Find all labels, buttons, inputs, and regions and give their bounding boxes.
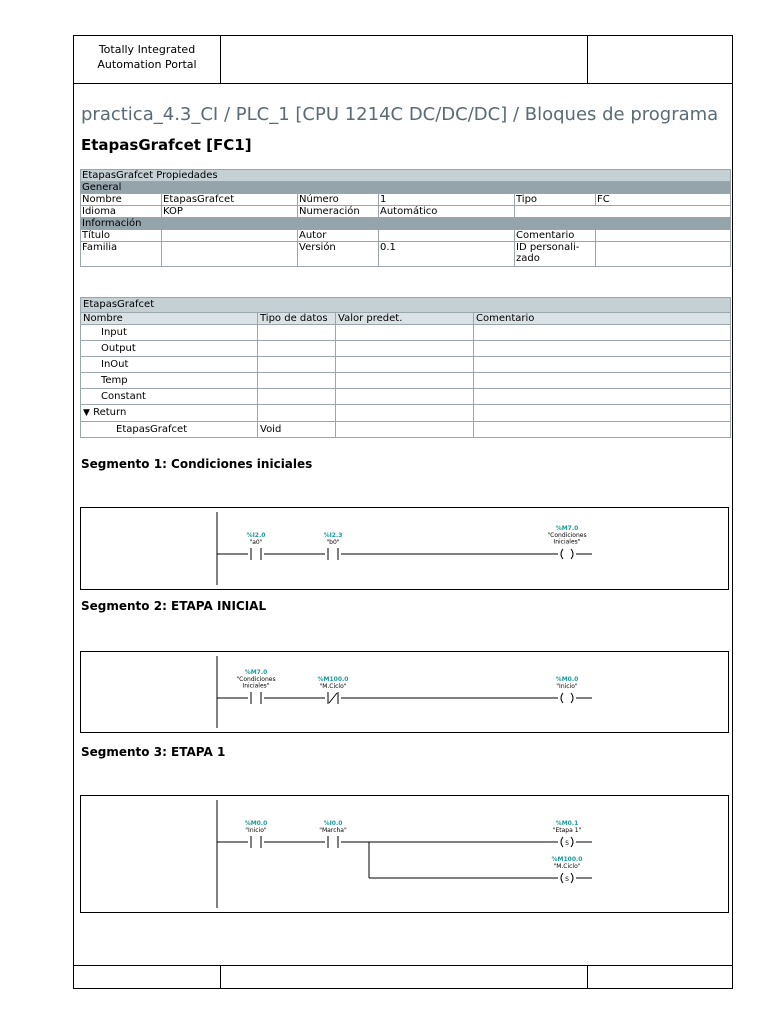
page-footer	[74, 965, 732, 988]
contact-gap	[248, 692, 264, 704]
portal-line-2: Automation Portal	[97, 58, 197, 71]
coil-1-address: %M0.1	[555, 820, 579, 827]
row-name: EtapasGrafcet	[81, 422, 258, 438]
contact-2-address: %I2.3	[323, 532, 343, 539]
general-row	[81, 194, 731, 206]
row-default	[336, 422, 474, 438]
cell: Título	[81, 230, 162, 242]
block-title: EtapasGrafcet [FC1]	[81, 136, 252, 154]
contact-gap	[248, 836, 264, 848]
cell	[162, 230, 298, 242]
row-name: InOut	[81, 357, 258, 373]
row-type: Void	[258, 422, 336, 438]
cell	[515, 206, 731, 218]
info-row	[81, 230, 731, 242]
properties-table	[80, 169, 731, 267]
cell: Número	[298, 194, 379, 206]
contact-gap	[248, 548, 264, 560]
row-comment	[474, 405, 731, 422]
table-row	[81, 405, 731, 422]
segment-2-title: Segmento 2: ETAPA INICIAL	[81, 599, 267, 613]
footer-divider-1	[220, 966, 221, 988]
row-default	[336, 373, 474, 389]
row-name	[81, 405, 258, 422]
table-row	[81, 373, 731, 389]
segment-1-title: Segmento 1: Condiciones iniciales	[81, 457, 313, 471]
contact-1-address: %M0.0	[244, 820, 268, 827]
col-header-type: Tipo de datos	[258, 313, 336, 325]
table-row	[81, 325, 731, 341]
segment-1-diagram	[81, 508, 728, 589]
row-type	[258, 389, 336, 405]
row-default	[336, 389, 474, 405]
contact-gap	[325, 836, 341, 848]
cell: 0.1	[379, 242, 515, 267]
contact-gap	[325, 548, 341, 560]
row-comment	[474, 373, 731, 389]
info-row	[81, 242, 731, 267]
footer-divider-2	[587, 966, 588, 988]
triangle-down-icon: ▼	[83, 408, 90, 418]
table-row	[81, 422, 731, 438]
row-name: Temp	[81, 373, 258, 389]
row-name: Output	[81, 341, 258, 357]
segment-2-ladder	[80, 651, 729, 733]
coil-1-symbol: "Etapa 1"	[552, 827, 582, 834]
interface-section-title: EtapasGrafcet	[81, 298, 731, 313]
cell	[379, 230, 515, 242]
segment-3-diagram	[81, 796, 728, 912]
coil-type: S	[565, 840, 569, 847]
interface-table	[80, 297, 731, 438]
coil-type: S	[565, 876, 569, 883]
contact-1-address: %M7.0	[244, 669, 268, 676]
contact-1-symbol: "Condiciones	[236, 676, 276, 683]
info-group-label: Información	[81, 218, 731, 230]
coil-2-symbol: "M.Ciclo"	[553, 863, 581, 870]
portal-label	[74, 36, 221, 83]
coil-2-address: %M100.0	[551, 856, 583, 863]
row-comment	[474, 341, 731, 357]
cell: Idioma	[81, 206, 162, 218]
cell: Autor	[298, 230, 379, 242]
cell: KOP	[162, 206, 298, 218]
segment-3-title: Segmento 3: ETAPA 1	[81, 745, 226, 759]
cell: FC	[596, 194, 731, 206]
col-header-comment: Comentario	[474, 313, 731, 325]
coil-1-address: %M0.0	[555, 676, 579, 683]
col-header-default: Valor predet.	[336, 313, 474, 325]
row-comment	[474, 422, 731, 438]
cell: Comentario	[515, 230, 596, 242]
row-name: Input	[81, 325, 258, 341]
cell: 1	[379, 194, 515, 206]
contact-2-symbol: "M.Ciclo"	[319, 683, 347, 690]
row-default	[336, 357, 474, 373]
row-default	[336, 325, 474, 341]
segment-2-diagram	[81, 652, 728, 732]
cell: Tipo	[515, 194, 596, 206]
cell	[162, 242, 298, 267]
page-header	[74, 36, 732, 84]
contact-2-symbol: "Marcha"	[319, 827, 347, 834]
table-row	[81, 341, 731, 357]
cell	[596, 242, 731, 267]
table-row	[81, 357, 731, 373]
row-comment	[474, 389, 731, 405]
contact-2-symbol: "b0"	[326, 539, 340, 546]
table-row	[81, 389, 731, 405]
row-type	[258, 325, 336, 341]
cell: Versión	[298, 242, 379, 267]
cell: ID personali- zado	[515, 242, 596, 267]
row-type	[258, 357, 336, 373]
contact-1-symbol: "Inicio"	[245, 827, 267, 834]
cell	[596, 230, 731, 242]
cell: Numeración	[298, 206, 379, 218]
row-name-label: Return	[93, 407, 127, 418]
coil-1-symbol: "Condiciones	[547, 532, 587, 539]
contact-2-address: %M100.0	[317, 676, 349, 683]
segment-3-ladder	[80, 795, 729, 913]
contact-2-address: %I0.0	[323, 820, 343, 827]
row-default	[336, 341, 474, 357]
row-default	[336, 405, 474, 422]
cell: Nombre	[81, 194, 162, 206]
general-group-label: General	[81, 182, 731, 194]
properties-section-title: EtapasGrafcet Propiedades	[81, 170, 731, 182]
cell: Automático	[379, 206, 515, 218]
coil-1-symbol: "Inicio"	[556, 683, 578, 690]
cell: EtapasGrafcet	[162, 194, 298, 206]
portal-line-1: Totally Integrated	[98, 43, 196, 56]
contact-1-symbol: "a0"	[249, 539, 263, 546]
col-header-name: Nombre	[81, 313, 258, 325]
general-row	[81, 206, 731, 218]
segment-1-ladder	[80, 507, 729, 590]
coil-1-symbol: Iniciales"	[553, 538, 581, 546]
coil-1-address: %M7.0	[555, 525, 579, 532]
page-title: practica_4.3_CI / PLC_1 [CPU 1214C DC/DC/DC] / Bloques de programa	[81, 104, 719, 125]
contact-1-address: %I2.0	[246, 532, 266, 539]
cell: Familia	[81, 242, 162, 267]
row-type	[258, 373, 336, 389]
row-name: Constant	[81, 389, 258, 405]
row-comment	[474, 357, 731, 373]
contact-1-symbol: Iniciales"	[242, 682, 270, 690]
row-type	[258, 341, 336, 357]
header-divider	[587, 36, 588, 83]
row-type	[258, 405, 336, 422]
row-comment	[474, 325, 731, 341]
